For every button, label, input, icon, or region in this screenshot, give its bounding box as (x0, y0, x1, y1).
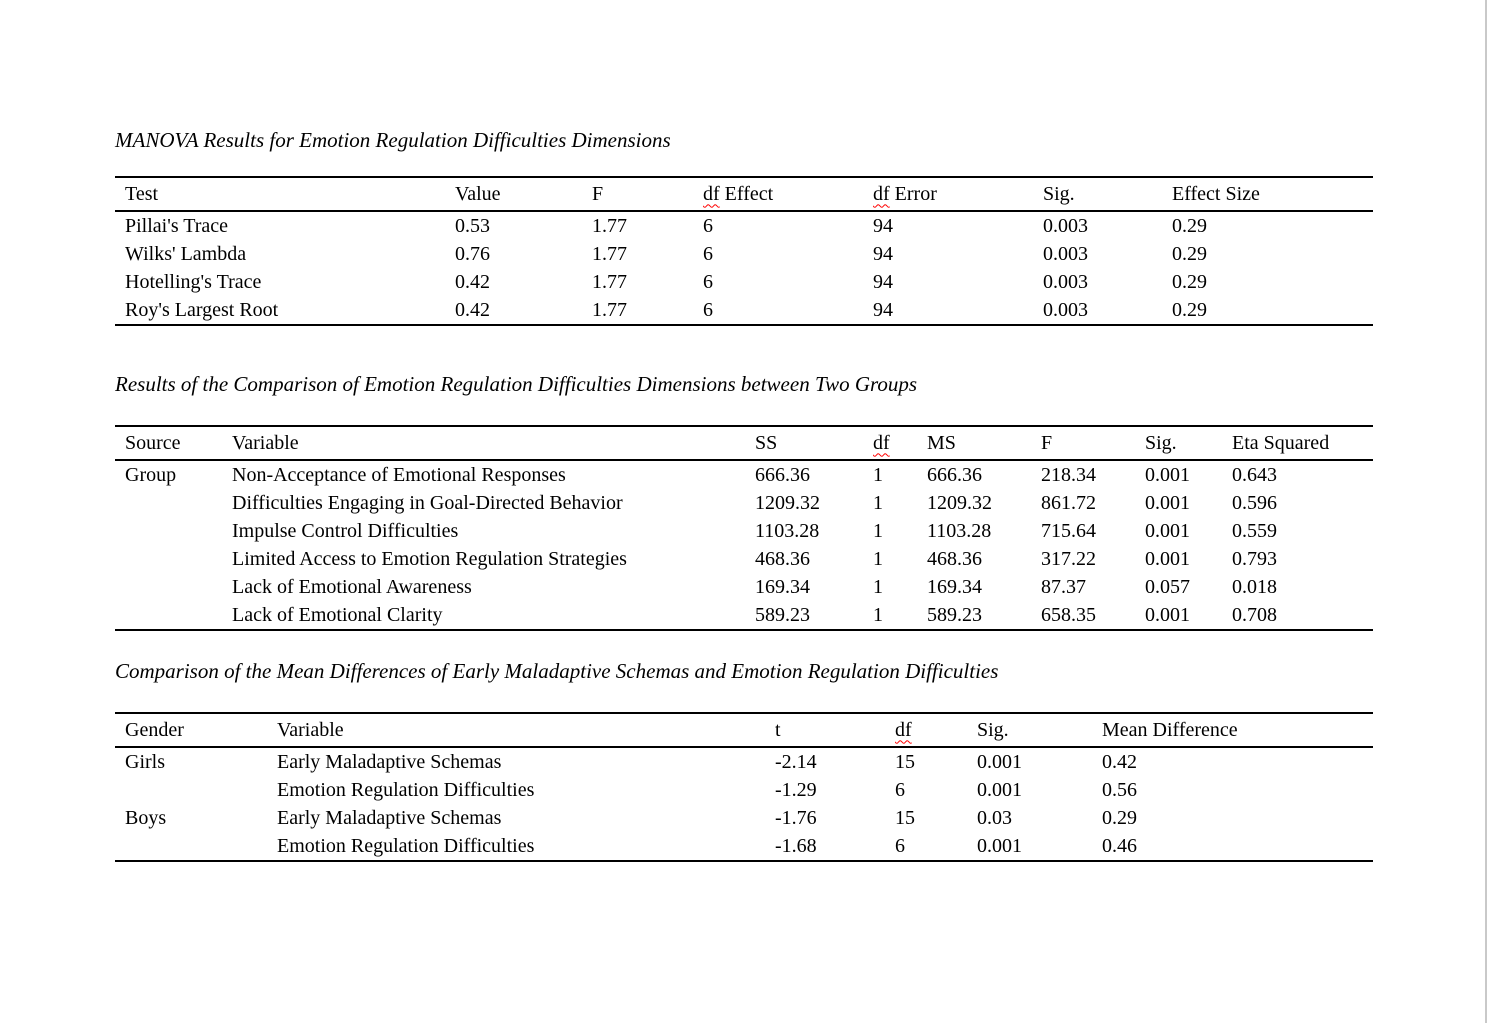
column-header-sig: Sig. (1043, 182, 1075, 205)
column-header-eta-squared: Eta Squared (1232, 431, 1330, 454)
table-row (115, 212, 1373, 240)
table-cell: 0.29 (1102, 806, 1137, 829)
table-cell: 0.003 (1043, 214, 1088, 237)
table-cell: 6 (703, 214, 713, 237)
column-header-source: Source (125, 431, 181, 454)
table-cell: Boys (125, 806, 167, 829)
document-content (115, 0, 1373, 1023)
misspelled-word-df: df (873, 182, 890, 205)
table-cell: 468.36 (927, 547, 982, 570)
column-header-ss: SS (755, 431, 778, 454)
table-cell: 589.23 (927, 603, 982, 626)
table-cell: 715.64 (1041, 519, 1096, 542)
table-cell: 0.29 (1172, 298, 1207, 321)
table-cell: Emotion Regulation Difficulties (277, 834, 535, 857)
table-cell: 0.057 (1145, 575, 1190, 598)
table-cell: 94 (873, 270, 893, 293)
mean-differences-header-row (115, 714, 1373, 748)
column-header-df (863, 432, 917, 455)
table-cell: Lack of Emotional Clarity (232, 603, 443, 626)
column-header-t: t (775, 718, 781, 741)
table-cell: 0.29 (1172, 270, 1207, 293)
table-cell: 468.36 (755, 547, 810, 570)
table-row (115, 268, 1373, 296)
table-cell: 218.34 (1041, 463, 1096, 486)
table-cell: 317.22 (1041, 547, 1096, 570)
table-cell: 169.34 (927, 575, 982, 598)
table-cell: 0.42 (455, 270, 490, 293)
table-row (115, 296, 1373, 324)
table-cell: 94 (873, 242, 893, 265)
table-cell: -1.76 (775, 806, 817, 829)
manova-table (115, 176, 1373, 326)
table-cell: Early Maladaptive Schemas (277, 806, 502, 829)
column-header-df-error-rest: Error (889, 182, 937, 205)
table-cell: Lack of Emotional Awareness (232, 575, 472, 598)
table-cell: 1103.28 (927, 519, 992, 542)
table-cell: 6 (703, 298, 713, 321)
table-cell: 0.018 (1232, 575, 1277, 598)
table-cell: 0.001 (977, 778, 1022, 801)
table-cell: 0.001 (1145, 463, 1190, 486)
table-cell: 0.001 (1145, 491, 1190, 514)
table-cell: Emotion Regulation Difficulties (277, 778, 535, 801)
table-cell: 0.001 (977, 750, 1022, 773)
table-cell: 0.643 (1232, 463, 1277, 486)
group-comparison-table-body (115, 461, 1373, 629)
table-cell: Non-Acceptance of Emotional Responses (232, 463, 566, 486)
table-cell: 6 (703, 270, 713, 293)
column-header-mean-difference: Mean Difference (1102, 718, 1238, 741)
table-cell: 0.001 (1145, 603, 1190, 626)
table-cell: 1103.28 (755, 519, 820, 542)
manova-table-caption: MANOVA Results for Emotion Regulation Difficulties Dimensions (115, 128, 671, 152)
table-cell: Difficulties Engaging in Goal-Directed Behavior (232, 491, 623, 514)
table-cell: 0.001 (1145, 547, 1190, 570)
table-cell: Pillai's Trace (125, 214, 229, 237)
table-row (115, 461, 1373, 489)
column-header-ms: MS (927, 431, 956, 454)
manova-header-row (115, 178, 1373, 212)
table-cell: 0.559 (1232, 519, 1277, 542)
table-cell: 1209.32 (755, 491, 820, 514)
table-cell: 1 (873, 519, 883, 542)
table-cell: 658.35 (1041, 603, 1096, 626)
column-header-sig: Sig. (977, 718, 1009, 741)
group-comparison-table (115, 425, 1373, 631)
table-cell: 87.37 (1041, 575, 1086, 598)
table-row (115, 832, 1373, 860)
table-row (115, 804, 1373, 832)
table-cell: Group (125, 463, 177, 486)
table-cell: Early Maladaptive Schemas (277, 750, 502, 773)
table-cell: 0.793 (1232, 547, 1277, 570)
table-cell: 6 (703, 242, 713, 265)
table-cell: 0.003 (1043, 298, 1088, 321)
table-cell: 0.001 (1145, 519, 1190, 542)
column-header-variable: Variable (232, 431, 299, 454)
column-header-f: F (592, 182, 604, 205)
column-header-f: F (1041, 431, 1053, 454)
column-header-gender: Gender (125, 718, 184, 741)
table-cell: 0.596 (1232, 491, 1277, 514)
table-cell: 6 (895, 778, 905, 801)
table-cell: 1.77 (592, 242, 627, 265)
table-cell: -1.29 (775, 778, 817, 801)
table-cell: 1 (873, 491, 883, 514)
group-comparison-table-caption: Results of the Comparison of Emotion Regulation Difficulties Dimensions between Two Groups (115, 372, 918, 396)
table-cell: 6 (895, 834, 905, 857)
table-cell: 0.76 (455, 242, 490, 265)
column-header-df (885, 719, 967, 742)
table-cell: 0.29 (1172, 242, 1207, 265)
column-header-df-effect (693, 183, 863, 206)
table-cell: 1 (873, 547, 883, 570)
table-row (115, 748, 1373, 776)
column-header-variable: Variable (277, 718, 344, 741)
table-cell: Girls (125, 750, 165, 773)
table-cell: 1.77 (592, 214, 627, 237)
table-cell: Wilks' Lambda (125, 242, 247, 265)
table-cell: 0.003 (1043, 242, 1088, 265)
table-cell: 1.77 (592, 298, 627, 321)
table-cell: 666.36 (927, 463, 982, 486)
table-cell: 94 (873, 298, 893, 321)
table-cell: 15 (895, 750, 915, 773)
misspelled-word-df: df (873, 431, 890, 454)
table-cell: 0.42 (1102, 750, 1137, 773)
table-cell: 0.53 (455, 214, 490, 237)
table-cell: 15 (895, 806, 915, 829)
mean-differences-table (115, 712, 1373, 862)
table-cell: 0.56 (1102, 778, 1137, 801)
table-cell: Roy's Largest Root (125, 298, 279, 321)
table-cell: -1.68 (775, 834, 817, 857)
table-cell: 0.001 (977, 834, 1022, 857)
table-cell: 1 (873, 575, 883, 598)
column-header-df-effect-rest: Effect (719, 182, 774, 205)
table-cell: 0.708 (1232, 603, 1277, 626)
table-cell: Hotelling's Trace (125, 270, 262, 293)
table-cell: 0.46 (1102, 834, 1137, 857)
table-cell: 1 (873, 463, 883, 486)
table-cell: 666.36 (755, 463, 810, 486)
table-cell: 0.03 (977, 806, 1012, 829)
table-row (115, 573, 1373, 601)
table-cell: Limited Access to Emotion Regulation Strategies (232, 547, 627, 570)
group-comparison-header-row (115, 427, 1373, 461)
table-cell: 1.77 (592, 270, 627, 293)
table-cell: 1209.32 (927, 491, 992, 514)
table-cell: Impulse Control Difficulties (232, 519, 459, 542)
mean-differences-table-body (115, 748, 1373, 860)
column-header-df-error (863, 183, 1033, 206)
table-cell: 0.42 (455, 298, 490, 321)
table-cell: 589.23 (755, 603, 810, 626)
mean-differences-table-caption: Comparison of the Mean Differences of Early Maladaptive Schemas and Emotion Regulation Difficulties (115, 659, 999, 683)
column-header-value: Value (455, 182, 501, 205)
table-cell: 169.34 (755, 575, 810, 598)
misspelled-word-df: df (895, 718, 912, 741)
table-row (115, 517, 1373, 545)
table-cell: 1 (873, 603, 883, 626)
table-row (115, 776, 1373, 804)
column-header-test: Test (125, 182, 159, 205)
manova-table-body (115, 212, 1373, 324)
table-row (115, 489, 1373, 517)
table-row (115, 601, 1373, 629)
table-row (115, 545, 1373, 573)
column-header-sig: Sig. (1145, 431, 1177, 454)
table-cell: 94 (873, 214, 893, 237)
column-header-effect-size: Effect Size (1172, 182, 1260, 205)
table-cell: 0.003 (1043, 270, 1088, 293)
table-cell: 0.29 (1172, 214, 1207, 237)
table-row (115, 240, 1373, 268)
table-cell: 861.72 (1041, 491, 1096, 514)
table-cell: -2.14 (775, 750, 817, 773)
misspelled-word-df: df (703, 182, 720, 205)
